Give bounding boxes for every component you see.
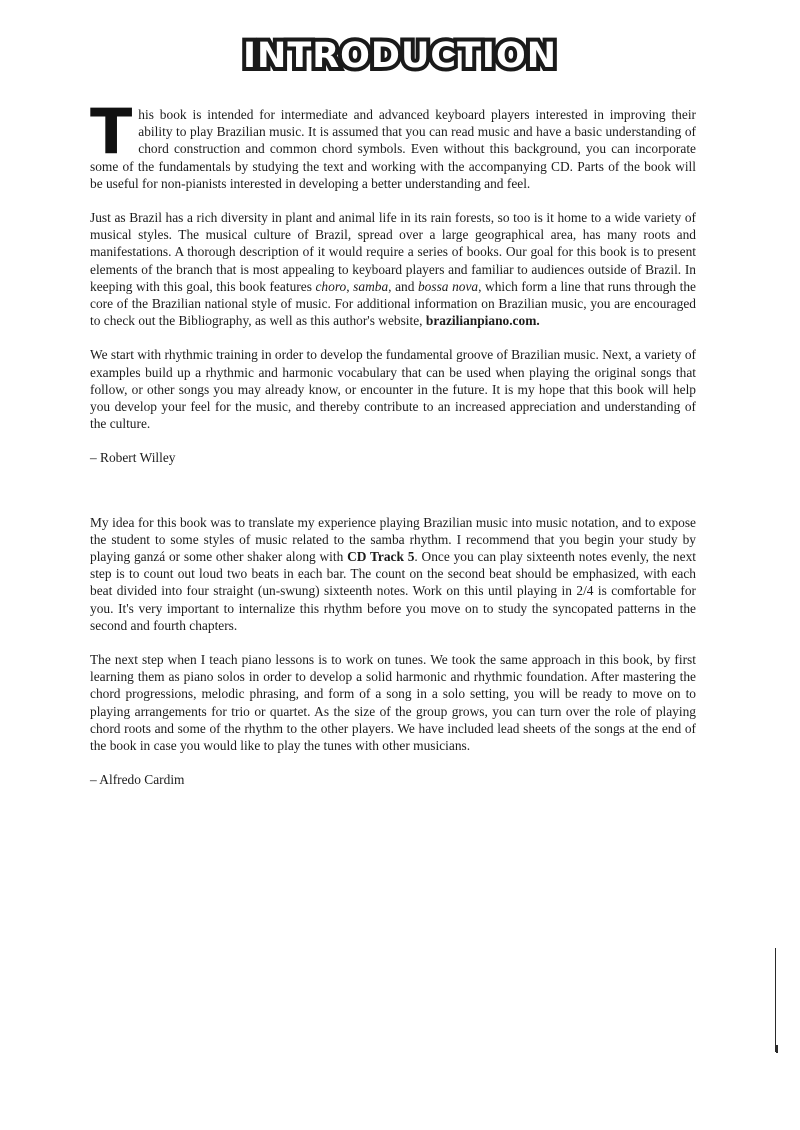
intro-paragraph-2	[90, 209, 696, 329]
cd-track-reference: CD Track 5	[347, 549, 415, 565]
section-gap	[90, 484, 696, 514]
intro-paragraph-3: We start with rhythmic training in order to develop the fundamental groove of Brazilian music. Next, a variety of examples build up a rhythmic and harmonic vocabulary that can be used when playing the original songs that follow, or other songs you may already know, or encounter in the future. It is my hope that this book will help you develop your feel for the music, and thereby contribute to an increased appreciation and understanding of the culture.	[90, 347, 696, 432]
sep-2: , and	[388, 278, 418, 294]
style-choro: choro	[315, 278, 347, 294]
page-title: INTRODUCTION	[243, 36, 557, 76]
style-samba: samba	[353, 278, 389, 294]
cardim-paragraph-1	[90, 514, 696, 634]
style-bossa-nova: bossa nova	[417, 278, 479, 294]
signature-alfredo-cardim: – Alfredo Cardim	[90, 772, 185, 788]
signature-robert-willey: – Robert Willey	[90, 450, 176, 466]
drop-cap: T	[90, 95, 133, 168]
scan-margin-line	[775, 948, 776, 1052]
intro-paragraph-1-text: his book is intended for intermediate and advanced keyboard players interested in improving their ability to play Brazilian music. It is assumed that you can read music and have a basic understanding of chord construction and common chord symbols. Even without this background, you can incorporate some of the fundamentals by studying the text and working with the accompanying CD. Parts of the book will be useful for non-pianists interested in developing a better understanding and feel.	[90, 107, 696, 191]
cardim-paragraph-2: The next step when I teach piano lessons is to work on tunes. We took the same approach in this book, by first learning them as piano solos in order to develop a solid harmonic and rhythmic foundation. After mastering the chord progressions, melodic phrasing, and form of a song in a solo setting, you will be ready to move on to playing arrangements for trio or quartet. As the size of the group grows, you can turn over the role of playing chord roots and some of the rhythm to the other players. We have included lead sheets of the songs at the end of the book in case you would like to play the tunes with other musicians.	[90, 652, 696, 754]
intro-paragraph-2-text-b: , which form a line that runs through the core of the Brazilian national style of music. For additional information on Brazilian music, you are encouraged to check out the Bibliography, as well as this author's website,	[90, 278, 696, 329]
cardim-paragraph-1-text-b: . Once you can play sixteenth notes evenly, the next step is to count out loud two beats in each bar. The count on the second beat should be emphasized, with each beat divided into four straight (un-swung) sixteenth notes. Work on this until playing in 2/4 is comfortable for you. It's very important to internalize this rhythm before you move on to study the syncopated patterns in the second and fourth chapters.	[90, 549, 696, 633]
intro-paragraph-1	[90, 95, 696, 192]
cardim-paragraph-1-text-a: My idea for this book was to translate my experience playing Brazilian music into music notation, and to expose the student to some styles of music related to the samba rhythm. I recommend that you begin your study by playing ganzá or some other shaker along with	[90, 514, 696, 565]
website-link[interactable]: brazilianpiano.com.	[425, 313, 540, 329]
sep-1: ,	[346, 278, 354, 294]
intro-paragraph-2-text-a: Just as Brazil has a rich diversity in plant and animal life in its rain forests, so too is it home to a wide variety of musical styles. The musical culture of Brazil, spread over a large geographical area, has many roots and manifestations. A thorough description of it would require a series of books. Our goal for this book is to present elements of the branch that is most appealing to keyboard players and familiar to audiences outside of Brazil. In keeping with this goal, this book features	[90, 210, 696, 294]
body-text	[90, 95, 696, 806]
scan-margin-mark	[776, 1045, 778, 1053]
